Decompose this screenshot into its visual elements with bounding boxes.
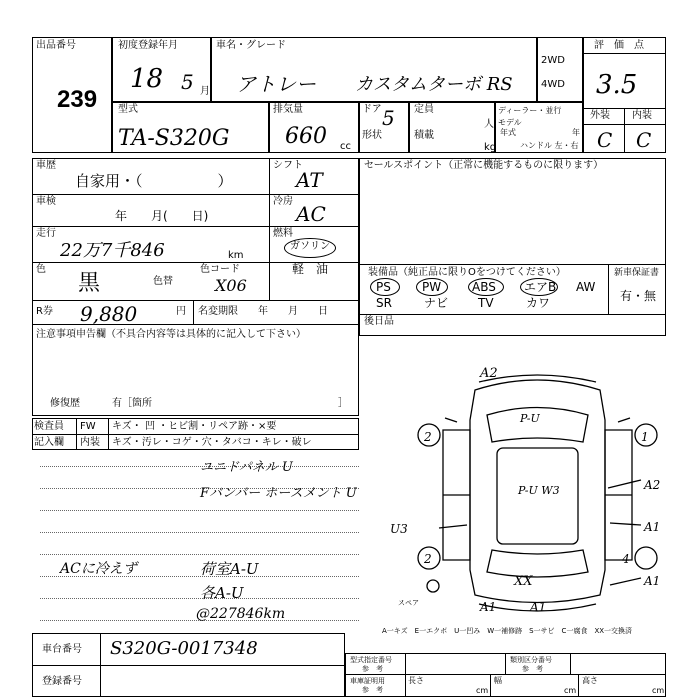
history-value: 自家用・（ ） — [75, 172, 233, 190]
recycle-value: 9,880 — [80, 302, 138, 326]
height-unit: cm — [652, 686, 665, 695]
disp-label: 排気量 — [273, 104, 303, 115]
reg-month: 5 — [181, 70, 194, 94]
note-line-4: 各A-U — [200, 584, 244, 602]
note-line-1: ユニドパネル U — [200, 460, 293, 475]
vehicle-ref: 参 考 — [362, 686, 383, 694]
color-change-label: 色替 — [153, 276, 173, 287]
car-name: アトレー — [236, 72, 316, 96]
lot-number: 239 — [57, 86, 98, 113]
mark-hood: P-U — [520, 412, 540, 425]
model-year-label: モデル — [498, 118, 522, 127]
vehicle-cert-label: 車庫証明用 — [350, 677, 385, 685]
reg-month-unit: 月 — [200, 86, 210, 97]
equip-airbag-circle — [520, 278, 558, 296]
equip-airbag: エアB — [524, 280, 557, 294]
class-label: 類別区分番号 — [510, 656, 552, 664]
mark-right-rear: A1 — [644, 574, 661, 588]
equip-label: 装備品（純正品に限りOをつけてください） — [368, 267, 566, 278]
fw-label: FW — [80, 421, 96, 432]
note-line-2: Fバンパー ホースメント U — [200, 486, 357, 501]
inspection-text: 年 月( 日) — [115, 209, 209, 223]
repair-close: ］ — [338, 398, 348, 409]
length-unit: cm — [476, 686, 489, 695]
equip-navi: ナビ — [424, 296, 449, 310]
equip-leather: カワ — [526, 296, 551, 310]
int-grade: C — [636, 128, 652, 152]
sales-box — [359, 158, 666, 336]
repair-value: 有［箇所 — [112, 398, 152, 409]
legend: A一キズ E一エクボ U一凹み W一補修跡 S一サビ C一腐食 XX一交換済 — [382, 627, 633, 635]
width-unit: cm — [564, 686, 577, 695]
equip-pw: PW — [422, 280, 442, 294]
mark-right-mid: A1 — [644, 520, 661, 534]
shift-label: シフト — [273, 160, 303, 171]
mark-wheel-fl: 2 — [424, 430, 432, 444]
disp-value: 660 — [285, 124, 327, 149]
score-label: 評 価 点 — [594, 40, 644, 51]
equip-pw-circle — [416, 278, 448, 296]
mileage-label: 走行 — [36, 228, 56, 239]
fuel-diesel: 軽 油 — [292, 262, 329, 276]
recycle-unit: 円 — [176, 306, 186, 317]
equip-tv: TV — [478, 296, 494, 310]
mark-wheel-rr: 4 — [622, 552, 630, 566]
spare-label: スペア — [398, 599, 419, 607]
class-ref: 参 考 — [522, 665, 543, 673]
reg-year: 18 — [130, 64, 164, 94]
equip-sr: SR — [376, 296, 392, 310]
equip-ps-circle — [370, 278, 400, 296]
load-label: 積載 — [414, 130, 434, 141]
doors-value: 5 — [382, 106, 395, 130]
grade: カスタムターボ RS — [355, 74, 513, 95]
dealer-label: ディーラー・並行 — [498, 106, 562, 115]
mark-front: A2 — [480, 366, 498, 381]
history-label: 車歴 — [36, 160, 56, 171]
mark-roof: P-U W3 — [518, 484, 560, 497]
chassis-label: 車台番号 — [42, 644, 82, 655]
drive-2wd: 2WD — [541, 55, 565, 66]
mark-left-mid: U3 — [390, 522, 408, 536]
disp-unit: cc — [340, 141, 351, 152]
year-unit: 年 — [572, 128, 580, 137]
length-label: 長さ — [408, 676, 424, 685]
equip-abs: ABS — [472, 280, 496, 294]
score-value: 3.5 — [596, 70, 638, 100]
model-cert-ref: 参 考 — [362, 665, 383, 673]
mileage-unit: km — [228, 250, 244, 261]
notes-label: 注意事項申告欄（不具合内容等は具体的に記入して下さい） — [36, 329, 306, 340]
name-label: 車名・グレード — [216, 40, 286, 51]
drive-4wd: 4WD — [541, 79, 565, 90]
name-change-text: 年 月 日 — [258, 306, 328, 317]
rear-label: 後日品 — [364, 316, 394, 327]
fw-items: キズ・ 凹 ・ヒビ割・リペア跡・×要 — [112, 421, 277, 432]
mark-wheel-fr: 1 — [641, 430, 649, 444]
fill-label: 記入欄 — [34, 437, 64, 448]
color-label: 色 — [36, 264, 46, 275]
model-label: 型式 — [118, 104, 138, 115]
capacity-unit: 人 — [484, 119, 494, 130]
handle-label: ハンドル 左・右 — [520, 141, 579, 150]
warranty-label: 新車保証書 — [614, 268, 660, 278]
year-label: 年式 — [500, 128, 516, 137]
capacity-label: 定員 — [414, 104, 434, 115]
width-label: 幅 — [494, 676, 502, 685]
color-code-value: X06 — [215, 276, 247, 295]
ac-value: AC — [296, 202, 326, 226]
mark-rear-right: A1 — [530, 600, 547, 614]
color-code-label: 色コード — [200, 264, 240, 275]
int-row-label: 内装 — [80, 437, 100, 448]
reg-number-label: 登録番号 — [42, 676, 82, 687]
model-value: TA-S320G — [118, 126, 230, 151]
lot-label: 出品番号 — [36, 40, 76, 51]
model-cert-label: 型式指定番号 — [350, 656, 392, 664]
load-unit: kg — [484, 142, 497, 153]
ext-grade: C — [597, 128, 613, 152]
repair-label: 修復歴 — [50, 398, 80, 409]
equip-abs-circle — [468, 278, 504, 296]
check-label: 検査員 — [34, 421, 64, 432]
ext-label: 外装 — [590, 110, 610, 121]
mark-right-front: A2 — [644, 478, 661, 492]
shift-value: AT — [296, 168, 323, 192]
reg-label: 初度登録年月 — [118, 40, 178, 51]
note-line-5: @227846km — [196, 606, 286, 622]
name-change-label: 名変期限 — [198, 306, 238, 317]
equip-aw: AW — [576, 280, 596, 294]
warranty-value: 有・無 — [620, 289, 657, 303]
ac-label: 冷房 — [273, 196, 293, 207]
drive-box — [537, 37, 583, 102]
mark-wheel-rl: 2 — [424, 552, 432, 566]
sales-label: セールスポイント（正常に機能するものに限ります） — [364, 160, 604, 171]
chassis-value: S320G-0017348 — [110, 638, 258, 659]
note-line-3-left: ACに冷えず — [60, 561, 137, 577]
note-line-3-right: 荷室A-U — [200, 560, 259, 578]
mark-rear-left: A1 — [480, 600, 497, 614]
int-items: キズ・汚レ・コゲ・穴・タバコ・キレ・破レ — [112, 437, 312, 448]
fuel-gas: ガソリン — [290, 241, 330, 252]
recycle-label: R券 — [36, 306, 53, 317]
int-label: 内装 — [632, 110, 652, 121]
shape-label: 形状 — [362, 130, 382, 141]
color-value: 黒 — [78, 271, 101, 296]
doors-label: ドア — [362, 104, 382, 115]
mark-rear-glass: XX — [514, 574, 533, 589]
height-label: 高さ — [582, 676, 598, 685]
inspection-label: 車検 — [36, 196, 56, 207]
mileage-value: 22万7千846 — [60, 240, 165, 261]
fuel-label: 燃料 — [273, 228, 293, 239]
equip-ps: PS — [376, 280, 391, 294]
